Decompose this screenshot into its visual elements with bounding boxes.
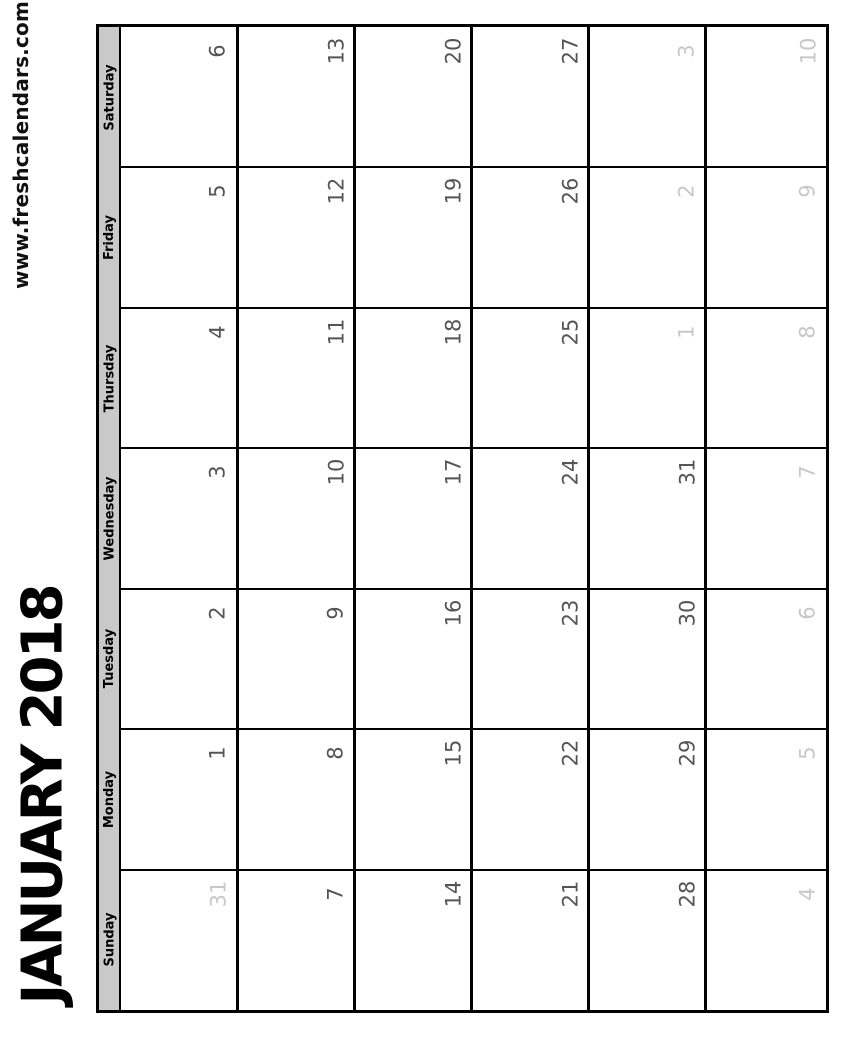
day-number-text: 5 (796, 746, 820, 760)
day-cell (239, 729, 354, 869)
day-number-text: 3 (206, 465, 230, 479)
day-number-text: 3 (675, 44, 699, 58)
day-number-text: 12 (324, 178, 349, 205)
weekday-label-text: Monday (102, 770, 118, 828)
month-title-text: JANUARY 2018 (10, 585, 76, 1005)
day-number (206, 601, 230, 625)
day-cell (590, 27, 705, 167)
day-cell (590, 870, 705, 1010)
day-number-text: 17 (441, 458, 466, 486)
day-cell (121, 589, 236, 729)
day-number (558, 39, 582, 63)
day-cell (239, 27, 354, 167)
day-number-text: 31 (206, 880, 231, 907)
day-number-text: 8 (796, 325, 820, 339)
weekday-label-monday (99, 729, 121, 869)
adjacent-month-day-number (675, 179, 699, 203)
day-number-text: 20 (441, 37, 466, 65)
day-number-text: 5 (206, 184, 230, 199)
day-number-text: 28 (675, 880, 700, 907)
day-number (675, 741, 699, 765)
day-cell (121, 870, 236, 1010)
day-cell (707, 167, 826, 307)
weekday-label-thursday (99, 308, 121, 448)
day-number-text: 22 (558, 739, 583, 767)
day-number-text: 6 (796, 606, 820, 620)
day-cell (590, 589, 705, 729)
adjacent-month-day-number (796, 601, 820, 625)
weekday-label-text: Tuesday (102, 629, 118, 689)
day-number-text: 19 (441, 178, 466, 205)
day-number (675, 601, 699, 625)
day-number (324, 882, 348, 906)
adjacent-month-day-number (796, 39, 820, 63)
day-number-text: 6 (206, 44, 230, 58)
day-cell (239, 589, 354, 729)
day-number-text: 13 (324, 37, 349, 65)
day-number (324, 179, 348, 203)
day-number-text: 1 (675, 325, 699, 339)
day-number-text: 7 (796, 465, 820, 479)
day-number (324, 741, 348, 765)
day-number (441, 320, 465, 344)
day-number-text: 14 (441, 880, 466, 907)
day-cell (239, 167, 354, 307)
day-number (441, 601, 465, 625)
day-cell (590, 167, 705, 307)
weekday-label-text: Thursday (102, 344, 118, 412)
day-number-text: 1 (206, 746, 230, 760)
day-number (441, 882, 465, 906)
day-cell (356, 167, 471, 307)
adjacent-month-day-number (796, 179, 820, 203)
day-number (206, 320, 230, 344)
weekday-label-text: Friday (102, 215, 118, 261)
day-cell (121, 448, 236, 588)
site-url-text: www.freshcalendars.com (9, 0, 34, 290)
day-number (206, 39, 230, 63)
adjacent-month-day-number (675, 320, 699, 344)
day-number-text: 24 (558, 458, 583, 486)
weekday-label-saturday (99, 27, 121, 167)
day-number-text: 10 (324, 458, 349, 486)
day-number (206, 179, 230, 203)
day-number (558, 320, 582, 344)
day-number (441, 460, 465, 484)
adjacent-month-day-number (796, 320, 820, 344)
day-cell (356, 308, 471, 448)
day-cell (473, 448, 588, 588)
day-number-text: 15 (441, 739, 466, 767)
day-number-text: 25 (558, 318, 583, 346)
day-number-text: 7 (324, 886, 348, 901)
day-cell (239, 870, 354, 1010)
day-cell (239, 308, 354, 448)
day-cell (590, 308, 705, 448)
day-number (441, 741, 465, 765)
day-cell (707, 589, 826, 729)
day-cell (473, 27, 588, 167)
day-cell (707, 308, 826, 448)
day-number (558, 179, 582, 203)
day-number (206, 460, 230, 484)
adjacent-month-day-number (796, 741, 820, 765)
day-cell (707, 27, 826, 167)
day-cell (473, 589, 588, 729)
adjacent-month-day-number (796, 882, 820, 906)
day-number-text: 9 (796, 184, 820, 199)
day-number (324, 460, 348, 484)
weekday-header-column (99, 27, 121, 1010)
day-number (675, 460, 699, 484)
day-cell (121, 27, 236, 167)
month-title (0, 560, 86, 1030)
day-number (558, 601, 582, 625)
day-cell (707, 448, 826, 588)
day-cell (473, 870, 588, 1010)
day-number (441, 179, 465, 203)
day-number-text: 2 (206, 606, 230, 620)
day-cell (707, 870, 826, 1010)
weekday-label-text: Saturday (102, 64, 118, 131)
day-number (324, 601, 348, 625)
day-cell (473, 729, 588, 869)
day-cell (590, 448, 705, 588)
day-cell (473, 167, 588, 307)
day-number-text: 10 (796, 37, 821, 65)
weekday-label-text: Sunday (102, 912, 118, 967)
adjacent-month-day-number (675, 39, 699, 63)
adjacent-month-day-number (796, 460, 820, 484)
weekday-label-friday (99, 167, 121, 307)
day-number-text: 30 (675, 599, 700, 627)
day-cell (121, 167, 236, 307)
weekday-label-text: Wednesday (102, 476, 118, 561)
day-cell (590, 729, 705, 869)
day-number (206, 741, 230, 765)
day-number (324, 39, 348, 63)
calendar-grid (96, 24, 829, 1013)
day-number (324, 320, 348, 344)
day-number-text: 8 (324, 746, 348, 760)
day-number (558, 882, 582, 906)
day-cell (707, 729, 826, 869)
adjacent-month-day-number (206, 882, 230, 906)
day-cell (239, 448, 354, 588)
day-number (441, 39, 465, 63)
day-number-text: 26 (558, 178, 583, 205)
day-cell (356, 870, 471, 1010)
day-cell (121, 308, 236, 448)
day-number-text: 31 (675, 458, 700, 486)
day-cell (121, 729, 236, 869)
day-number-text: 23 (558, 599, 583, 627)
site-url (0, 0, 42, 290)
day-number-text: 2 (675, 184, 699, 199)
weekday-label-tuesday (99, 589, 121, 729)
day-number-text: 27 (558, 37, 583, 65)
day-number (675, 882, 699, 906)
day-number-text: 21 (558, 880, 583, 907)
day-number (558, 460, 582, 484)
day-cell (356, 729, 471, 869)
day-cell (356, 448, 471, 588)
weekday-label-sunday (99, 870, 121, 1010)
day-number-text: 4 (796, 886, 820, 901)
day-cell (473, 308, 588, 448)
day-number-text: 18 (441, 318, 466, 346)
day-number-text: 4 (206, 325, 230, 339)
day-number-text: 29 (675, 739, 700, 767)
day-number-text: 16 (441, 599, 466, 627)
day-number-text: 11 (324, 318, 349, 346)
day-number (558, 741, 582, 765)
weekday-label-wednesday (99, 448, 121, 588)
day-number-text: 9 (324, 606, 348, 620)
day-cell (356, 27, 471, 167)
day-cell (356, 589, 471, 729)
